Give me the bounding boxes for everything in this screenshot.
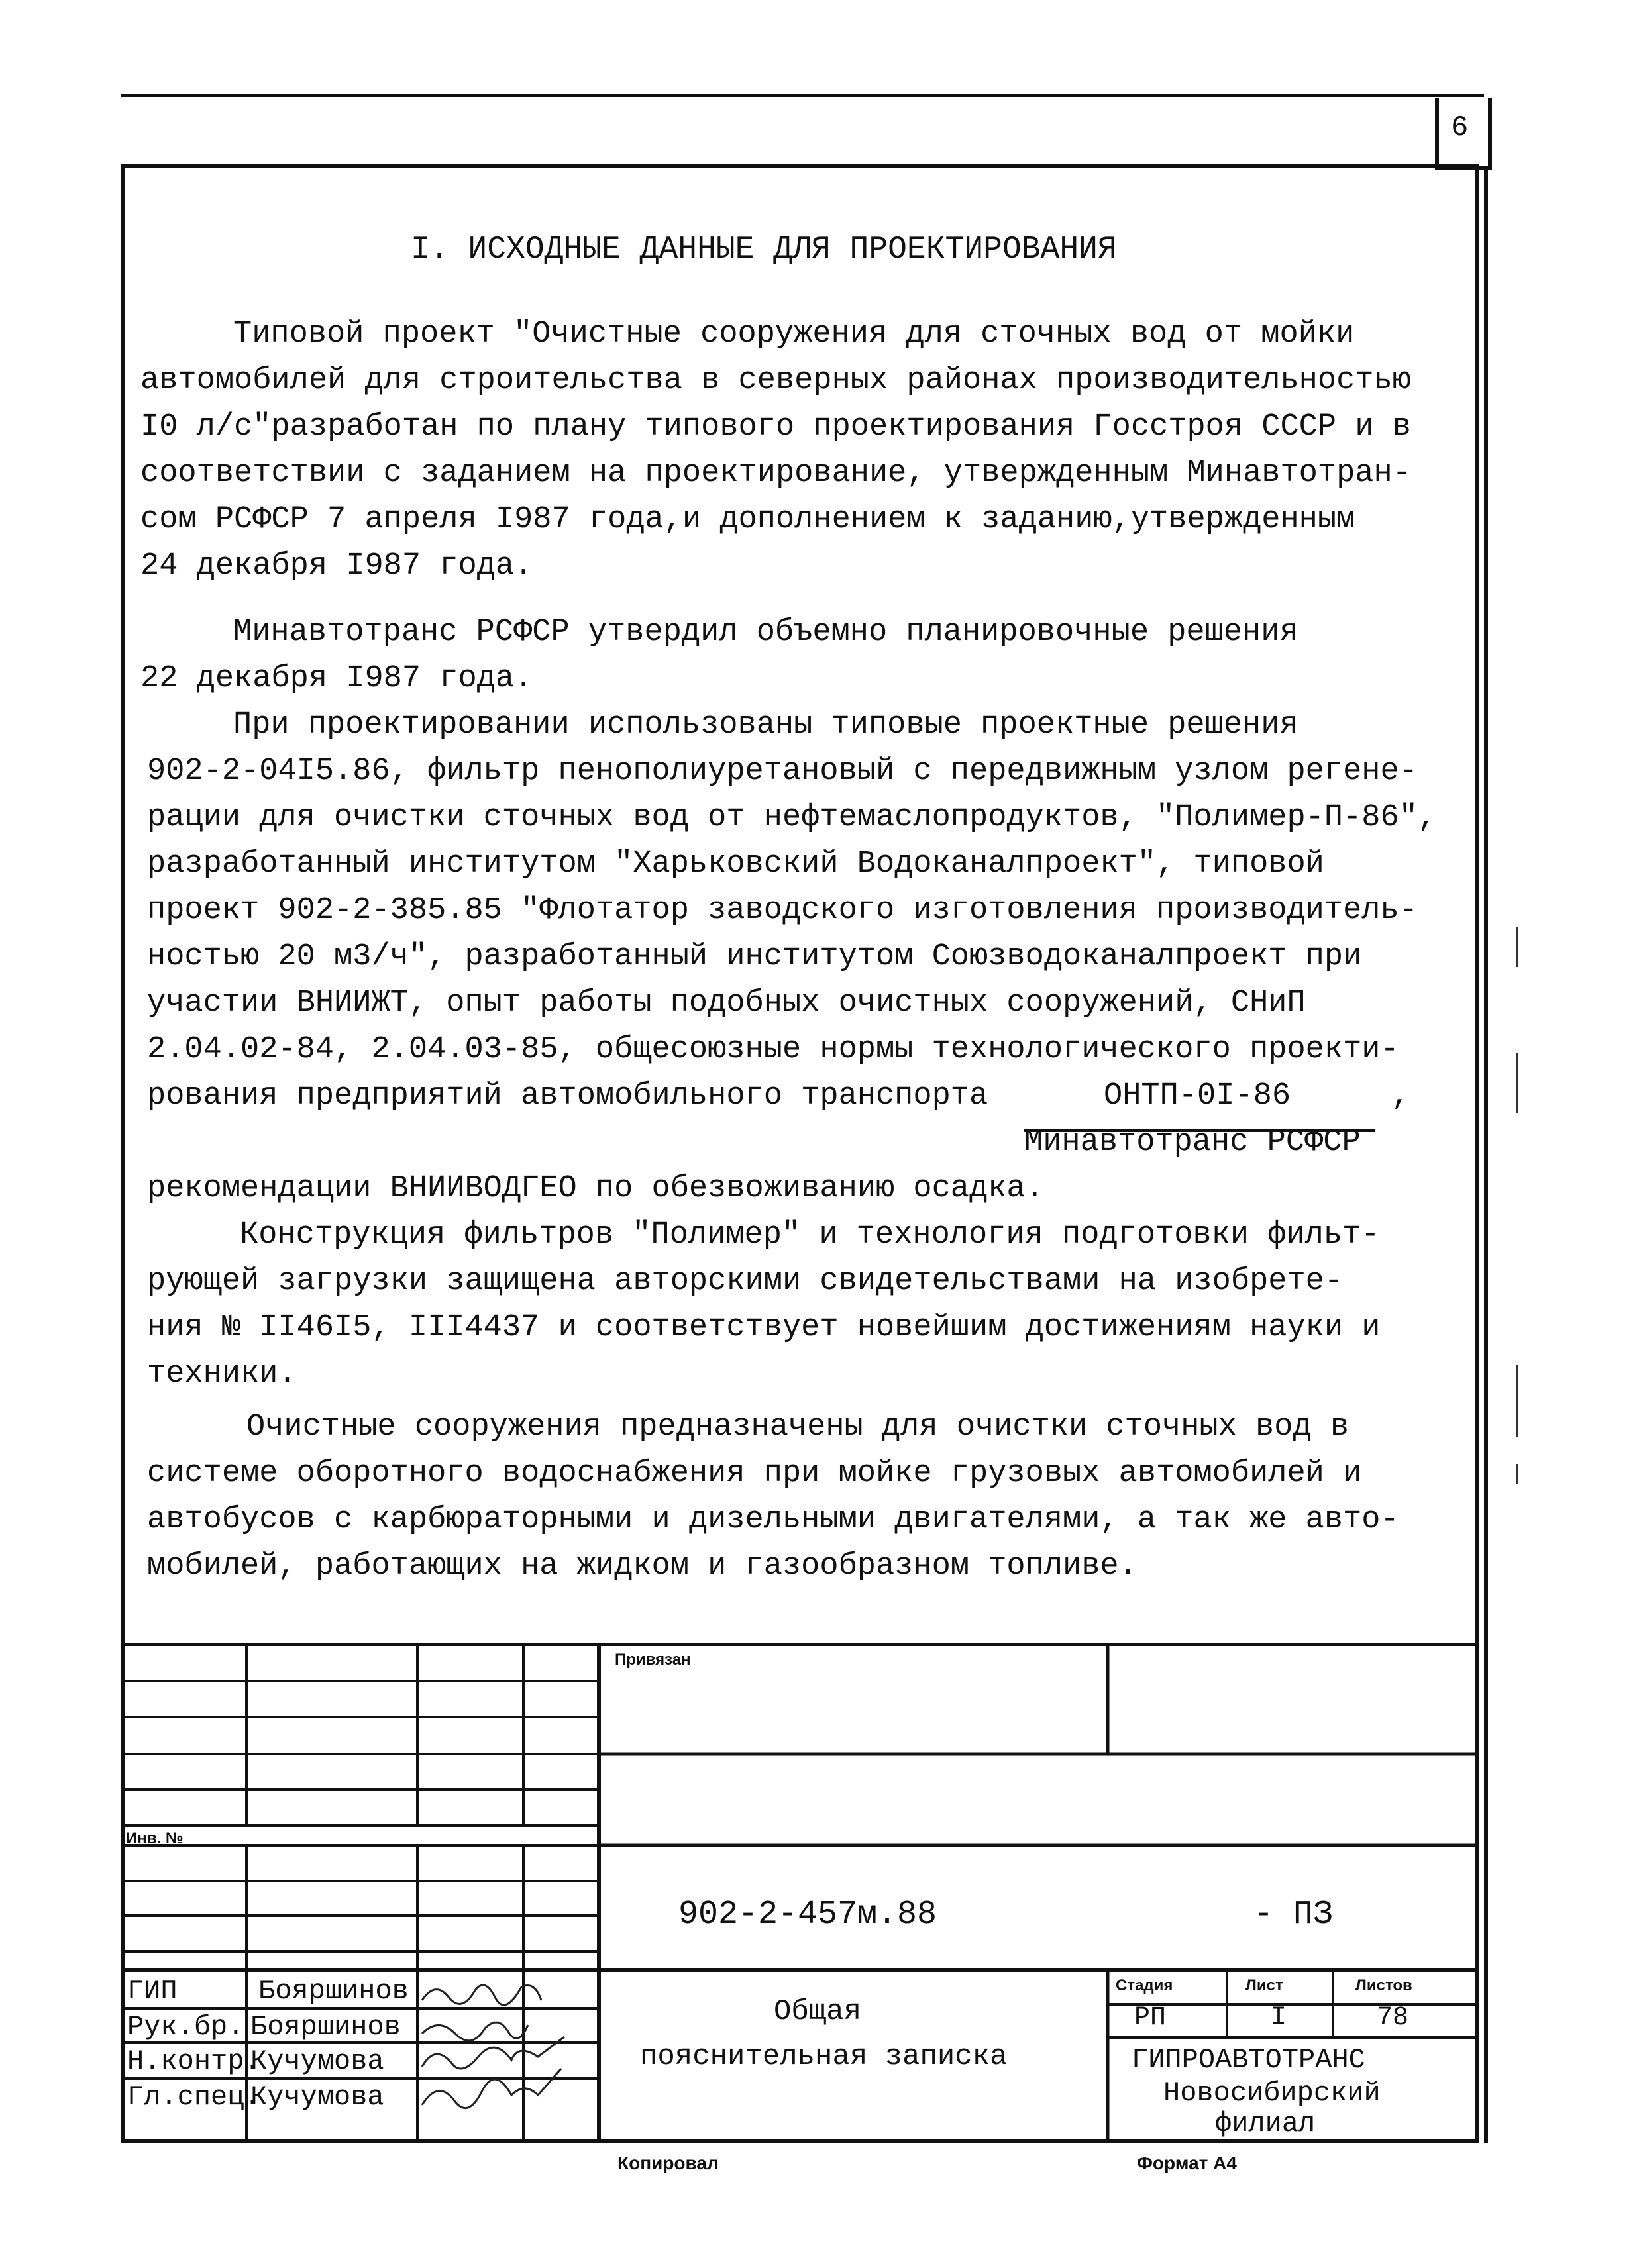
document-code: 902-2-457м.88 [678,1896,937,1933]
stage-value: РП [1134,2003,1167,2033]
text-line: автобусов с карбюраторными и дизельными двигателями, а так же авто- [147,1502,1399,1537]
text-line: мобилей, работающих на жидком и газообразном топливе. [147,1549,1138,1584]
organization-line2: Новосибирский [1163,2077,1381,2109]
sheet-number: 6 [1451,111,1469,144]
copied-by-label: Копировал [617,2153,719,2173]
text-line: I0 л/с"разработан по плану типового проектирования Госстроя СССР и в [140,409,1411,444]
signatory-role: Рук.бр. [127,2011,244,2043]
text-line: 2.04.02-84, 2.04.03-85, общесоюзные нормы технологического проекти- [147,1032,1399,1067]
norm-issuer: Минавтотранс РСФСР [1024,1125,1361,1160]
signatory-role: Н.контр. [127,2045,261,2077]
signatory-name: Кучумова [250,2045,384,2077]
text-line: 902-2-04I5.86, фильтр пенополиуретановый с передвижным узлом регене- [147,754,1418,789]
text-line: Минавтотранс РСФСР утвердил объемно планировочные решения [233,615,1298,650]
top-border-line [121,94,1484,97]
document-title-line2: пояснительная записка [640,2040,1008,2073]
signatory-role: Гл.спец. [127,2081,261,2113]
text-line: 24 декабря I987 года. [140,548,533,584]
text-line: При проектировании использованы типовые проектные решения [233,707,1298,743]
text-line: соответствии с заданием на проектирование, утвержденным Минавтотран- [140,456,1411,491]
text-line: 22 декабря I987 года. [140,661,533,696]
scan-edge-mark [1516,1365,1518,1437]
stage-header: Стадия [1116,1977,1173,1994]
organization-line1: ГИПРОАВТОТРАНС [1132,2044,1365,2076]
scan-edge-mark [1516,1464,1518,1484]
text-line: Очистные сооружения предназначены для очистки сточных вод в [246,1410,1350,1445]
text-line: , [1391,1078,1410,1113]
sheet-header: Лист [1246,1977,1283,1994]
signatory-name: Бояршинов [250,2011,401,2043]
text-line: рования предприятий автомобильного транспорта [147,1078,988,1113]
norm-reference: ОНТП-0I-86 [1104,1078,1291,1113]
sheets-header: Листов [1355,1977,1412,1994]
document-title-line1: Общая [774,1995,862,2028]
text-line: Конструкция фильтров "Полимер" и технология подготовки фильт- [240,1217,1380,1253]
text-line: системе оборотного водоснабжения при мойке грузовых автомобилей и [147,1456,1362,1491]
sheets-value: 78 [1377,2003,1409,2033]
right-margin-line [1484,166,1488,2143]
text-line: Типовой проект "Очистные сооружения для сточных вод от мойки [233,317,1355,352]
sheet-value: I [1271,2003,1287,2033]
text-line: автомобилей для строительства в северных районах производительностью [140,363,1411,398]
text-line: проект 902-2-385.85 "Флотатор заводского изготовления производитель- [147,893,1418,928]
text-line: разработанный институтом "Харьковский Водоканалпроект", типовой [147,847,1324,882]
inventory-number-label: Инв. № [126,1830,184,1847]
text-line: рекомендации ВНИИВОДГЕО по обезвоживанию осадка. [147,1171,1044,1206]
scan-edge-mark [1516,927,1518,967]
paper-format-label: Формат А4 [1137,2153,1237,2173]
text-line: сом РСФСР 7 апреля I987 года,и дополнением к заданию,утвержденным [140,502,1355,537]
signatory-role: ГИП [127,1975,178,2007]
text-line: рации для очистки сточных вод от нефтемаслопродуктов, "Полимер-П-86", [147,800,1437,835]
text-line: техники. [147,1357,297,1392]
organization-line3: филиал [1215,2108,1316,2139]
document-suffix: - ПЗ [1253,1896,1334,1933]
text-line: ния № II46I5, III4437 и соответствует новейшим достижениям науки и [147,1310,1381,1345]
text-line: рующей загрузки защищена авторскими свидетельствами на изобрете- [147,1264,1344,1299]
signatory-name: Кучумова [250,2081,384,2113]
signatory-name: Бояршинов [258,1975,409,2007]
text-line: ностью 20 м3/ч", разработанный институтом Союзводоканалпроект при [147,939,1362,974]
scan-edge-mark [1516,1053,1518,1113]
section-heading: I. ИСХОДНЫЕ ДАННЫЕ ДЛЯ ПРОЕКТИРОВАНИЯ [411,232,1117,268]
linked-label: Привязан [615,1651,691,1669]
text-line: участии ВНИИЖТ, опыт работы подобных очистных сооружений, СНиП [147,986,1306,1021]
